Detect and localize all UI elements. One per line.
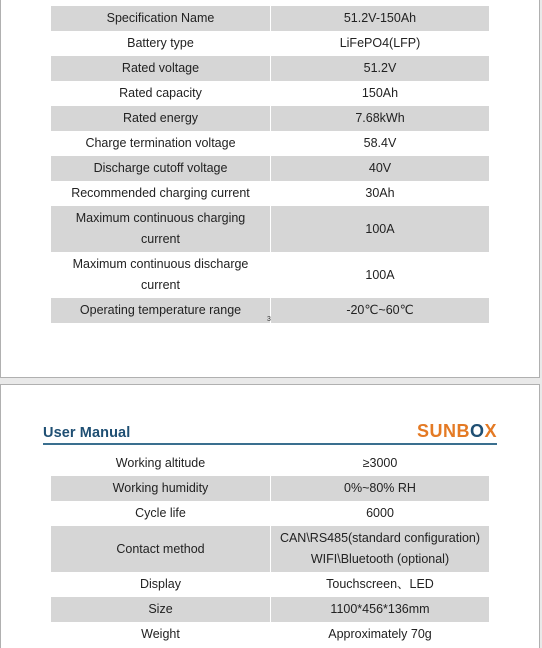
spec-value: 51.2V xyxy=(271,56,490,81)
document-page-bottom xyxy=(0,384,540,648)
table-row xyxy=(51,252,490,298)
spec-label: Cycle life xyxy=(51,501,271,526)
table-row xyxy=(51,131,490,156)
table-row xyxy=(51,622,490,647)
spec-value: LiFePO4(LFP) xyxy=(271,31,490,56)
table-row xyxy=(51,451,490,476)
table-row xyxy=(51,6,490,31)
spec-label: Battery type xyxy=(51,31,271,56)
table-row xyxy=(51,181,490,206)
spec-table-bottom xyxy=(50,451,490,647)
spec-label: Recommended charging current xyxy=(51,181,271,206)
spec-label: Specification Name xyxy=(51,6,271,31)
spec-value: ≥3000 xyxy=(271,451,490,476)
spec-value: -20℃~60℃ xyxy=(271,298,490,323)
logo-text-part1: SUNB xyxy=(416,421,470,441)
spec-table-top xyxy=(50,6,490,323)
spec-value: Touchscreen、LED xyxy=(271,572,490,597)
spec-value: 51.2V-150Ah xyxy=(271,6,490,31)
page-number: 3 xyxy=(267,316,271,323)
spec-label: Rated voltage xyxy=(51,56,271,81)
spec-label: Size xyxy=(51,597,271,622)
table-row xyxy=(51,156,490,181)
spec-value: 0%~80% RH xyxy=(271,476,490,501)
table-row xyxy=(51,597,490,622)
spec-label: Contact method xyxy=(51,526,271,572)
spec-value: 100A xyxy=(271,252,490,298)
spec-label: Working humidity xyxy=(51,476,271,501)
page-title: User Manual xyxy=(43,425,131,441)
spec-label: Discharge cutoff voltage xyxy=(51,156,271,181)
spec-label: Rated energy xyxy=(51,106,271,131)
spec-label: Operating temperature range xyxy=(51,298,271,323)
page-header xyxy=(43,423,497,445)
table-row xyxy=(51,526,490,572)
table-row xyxy=(51,501,490,526)
spec-label: Maximum continuous charging current xyxy=(51,206,271,252)
table-row xyxy=(51,106,490,131)
spec-value: 58.4V xyxy=(271,131,490,156)
table-row xyxy=(51,572,490,597)
spec-label: Weight xyxy=(51,622,271,647)
table-row xyxy=(51,81,490,106)
sunbox-logo xyxy=(417,421,497,442)
spec-value: 100A xyxy=(271,206,490,252)
logo-text-part3: X xyxy=(484,421,497,441)
spec-value: 30Ah xyxy=(271,181,490,206)
spec-value: 7.68kWh xyxy=(271,106,490,131)
spec-value: 40V xyxy=(271,156,490,181)
spec-label: Rated capacity xyxy=(51,81,271,106)
spec-label: Display xyxy=(51,572,271,597)
table-row xyxy=(51,476,490,501)
table-row xyxy=(51,31,490,56)
spec-value: 1100*456*136mm xyxy=(271,597,490,622)
spec-label: Charge termination voltage xyxy=(51,131,271,156)
spec-value: CAN\RS485(standard configuration) WIFI\Bluetooth (optional) xyxy=(271,526,490,572)
spec-value: 150Ah xyxy=(271,81,490,106)
spec-value: 6000 xyxy=(271,501,490,526)
spec-label: Working altitude xyxy=(51,451,271,476)
spec-label: Maximum continuous discharge current xyxy=(51,252,271,298)
spec-value: Approximately 70g xyxy=(271,622,490,647)
logo-text-part2: O xyxy=(469,421,485,441)
table-row xyxy=(51,206,490,252)
table-row xyxy=(51,56,490,81)
